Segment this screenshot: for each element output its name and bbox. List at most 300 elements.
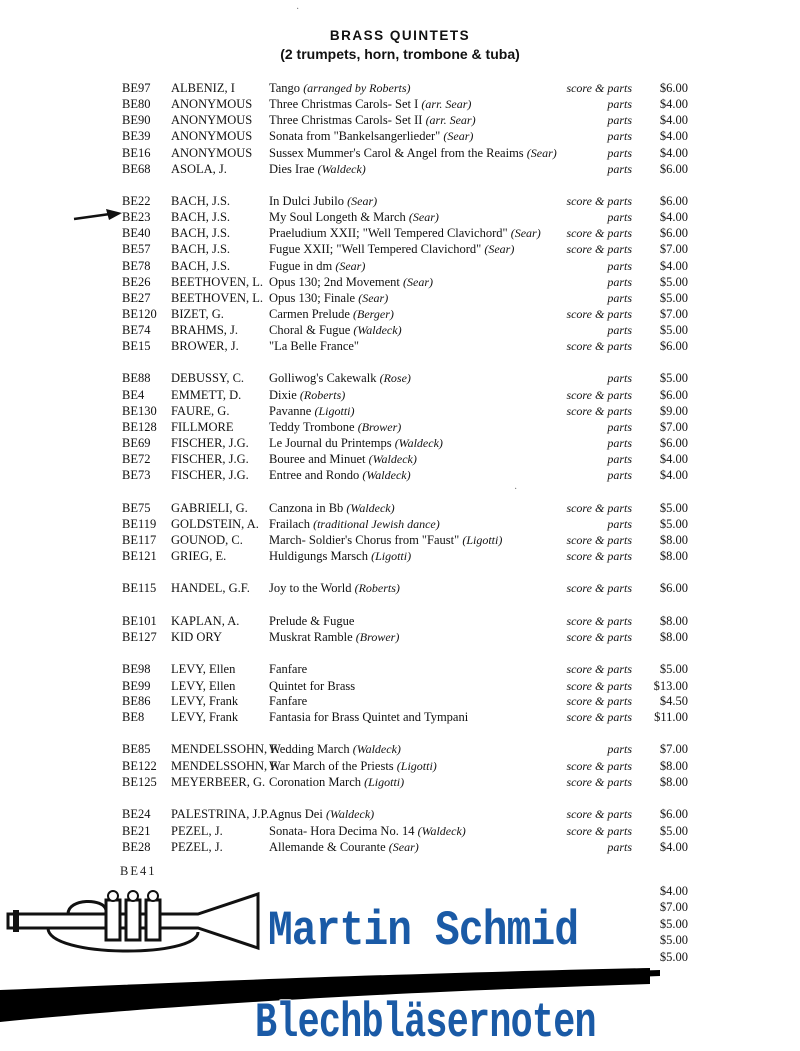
item-price: $6.00 (659, 226, 688, 240)
scan-speck: · (514, 484, 518, 495)
item-edition: score & parts (566, 501, 632, 515)
catalog-row (0, 613, 800, 629)
catalog-row (0, 451, 800, 467)
item-composer: DEBUSSY, C. (171, 371, 245, 385)
item-code: BE40 (122, 226, 151, 240)
item-code: BE122 (122, 759, 157, 773)
item-arranger: (Sear) (358, 291, 389, 305)
watermark-line1: Martin Schmid (268, 903, 579, 959)
item-composer: BIZET, G. (171, 307, 224, 321)
watermark-line2: Blechbläsernoten (255, 995, 596, 1051)
item-title-cell (269, 467, 411, 483)
catalog-row (0, 145, 800, 161)
item-title-cell (269, 548, 411, 564)
item-arranger: (Ligotti) (314, 404, 355, 418)
item-arranger: (Sear) (443, 129, 474, 143)
item-code: BE28 (122, 840, 151, 854)
item-title-cell (269, 112, 476, 128)
item-code: BE85 (122, 742, 151, 756)
item-title-cell (269, 419, 401, 435)
catalog-row (0, 500, 800, 516)
item-composer: ASOLA, J. (171, 162, 227, 176)
item-edition: parts (607, 146, 632, 160)
item-code: BE23 (122, 210, 151, 224)
item-composer: PEZEL, J. (171, 824, 223, 838)
item-price: $6.00 (659, 81, 688, 95)
item-title-cell (269, 500, 395, 516)
item-price: $4.00 (659, 210, 688, 224)
item-code: BE68 (122, 162, 151, 176)
item-edition: parts (607, 162, 632, 176)
item-composer: ANONYMOUS (171, 146, 253, 160)
item-title-cell (269, 839, 419, 855)
item-title-cell (269, 806, 374, 822)
item-arranger: (Roberts) (354, 581, 400, 595)
item-title-cell (269, 709, 468, 725)
item-edition: parts (607, 517, 632, 531)
item-composer: PALESTRINA, J.P. (171, 807, 270, 821)
catalog-row (0, 80, 800, 96)
item-composer: LEVY, Frank (171, 710, 239, 724)
catalog-row (0, 435, 800, 451)
catalog-row (0, 661, 800, 677)
item-arranger: (arr. Sear) (425, 113, 476, 127)
item-arranger: (Ligotti) (364, 775, 405, 789)
item-title: Golliwog's Cakewalk (269, 371, 377, 385)
item-arranger: (Waldeck) (417, 824, 466, 838)
item-price: $6.00 (659, 436, 688, 450)
item-code: BE75 (122, 501, 151, 515)
item-composer: GOLDSTEIN, A. (171, 517, 259, 531)
item-title: Prelude & Fugue (269, 614, 355, 628)
item-title: Three Christmas Carols- Set I (269, 97, 419, 111)
item-title: Dixie (269, 388, 297, 402)
item-price: $4.00 (659, 146, 688, 160)
item-price: $5.00 (659, 501, 688, 515)
item-price: $7.00 (659, 420, 688, 434)
item-composer: BROWER, J. (171, 339, 239, 353)
item-price: $4.00 (659, 113, 688, 127)
item-arranger: (arranged by Roberts) (303, 81, 411, 95)
item-code: BE121 (122, 549, 157, 563)
item-title-cell (269, 532, 502, 548)
item-edition: parts (607, 323, 632, 337)
item-edition: parts (607, 259, 632, 273)
item-title: Entree and Rondo (269, 468, 360, 482)
item-arranger: (Waldeck) (325, 807, 375, 821)
item-arranger: (Waldeck) (317, 162, 366, 176)
catalog-row (0, 678, 800, 694)
item-composer: BACH, J.S. (171, 242, 231, 256)
item-price: $5.00 (659, 517, 688, 531)
item-title-cell (269, 661, 307, 677)
item-arranger: (arr. Sear) (421, 97, 472, 111)
item-price: $8.00 (659, 759, 688, 773)
item-price: $8.00 (659, 775, 688, 789)
item-composer: ANONYMOUS (171, 97, 253, 111)
extra-price: $5.00 (659, 933, 688, 948)
item-edition: score & parts (566, 339, 632, 353)
item-code: BE15 (122, 339, 151, 353)
item-code: BE74 (122, 323, 151, 337)
item-code: BE99 (122, 679, 151, 693)
item-title-cell (269, 145, 557, 161)
item-edition: score & parts (566, 242, 632, 256)
catalog-row (0, 161, 800, 177)
item-arranger: (Waldeck) (394, 436, 443, 450)
item-arranger: (Berger) (353, 307, 394, 321)
catalog-row (0, 758, 800, 774)
item-code: BE130 (122, 404, 157, 418)
item-edition: score & parts (566, 81, 632, 95)
item-edition: score & parts (566, 775, 632, 789)
catalog-row (0, 387, 800, 403)
item-title: My Soul Longeth & March (269, 210, 406, 224)
item-composer: MENDELSSOHN, F. (171, 759, 280, 773)
item-composer: LEVY, Frank (171, 694, 239, 708)
item-edition: parts (607, 371, 632, 385)
item-edition: score & parts (566, 388, 632, 402)
catalog-row (0, 128, 800, 144)
item-title-cell (269, 516, 440, 532)
item-price: $13.00 (653, 679, 688, 693)
item-code: BE26 (122, 275, 151, 289)
item-title-cell (269, 693, 307, 709)
item-price: $5.00 (659, 371, 688, 385)
catalog-row (0, 112, 800, 128)
item-arranger: (Sear) (510, 226, 541, 240)
catalog-row (0, 96, 800, 112)
item-title-cell (269, 338, 359, 354)
item-code: BE101 (122, 614, 157, 628)
item-code: BE97 (122, 81, 151, 95)
item-edition: score & parts (566, 630, 632, 644)
item-price: $4.00 (659, 129, 688, 143)
catalog-row (0, 370, 800, 386)
item-edition: score & parts (566, 662, 632, 676)
item-arranger: (Waldeck) (346, 501, 395, 515)
item-arranger: (Sear) (335, 259, 366, 273)
item-edition: score & parts (566, 533, 632, 547)
catalog-row (0, 548, 800, 564)
item-composer: LEVY, Ellen (171, 679, 236, 693)
item-price: $4.00 (659, 259, 688, 273)
item-title: Fugue XXII; "Well Tempered Clavichord" (269, 242, 482, 256)
item-composer: FISCHER, J.G. (171, 436, 249, 450)
item-title: Sonata- Hora Decima No. 14 (269, 824, 415, 838)
scan-speck: · (296, 4, 300, 15)
item-arranger: (Sear) (408, 210, 439, 224)
item-edition: parts (607, 840, 632, 854)
item-composer: BACH, J.S. (171, 210, 231, 224)
item-price: $4.00 (659, 468, 688, 482)
item-title: Teddy Trombone (269, 420, 355, 434)
item-title-cell (269, 306, 394, 322)
item-composer: BACH, J.S. (171, 194, 231, 208)
item-arranger: (Ligotti) (371, 549, 412, 563)
catalog-row (0, 516, 800, 532)
item-code: BE27 (122, 291, 151, 305)
item-title-cell (269, 435, 443, 451)
item-composer: GOUNOD, C. (171, 533, 243, 547)
item-title-cell (269, 225, 541, 241)
item-title-cell (269, 258, 365, 274)
item-edition: score & parts (566, 549, 632, 563)
item-arranger: (Sear) (388, 840, 419, 854)
item-arranger: (Sear) (403, 275, 434, 289)
catalog-row (0, 709, 800, 725)
item-price: $5.00 (659, 291, 688, 305)
item-price: $7.00 (659, 242, 688, 256)
item-title-cell (269, 209, 439, 225)
item-title-cell (269, 290, 388, 306)
item-title-cell (269, 741, 401, 757)
item-code: BE4 (122, 388, 145, 402)
item-price: $8.00 (659, 630, 688, 644)
item-title: Dies Irae (269, 162, 315, 176)
item-title: Agnus Dei (269, 807, 323, 821)
extra-price: $7.00 (659, 900, 688, 915)
catalog-row (0, 419, 800, 435)
item-edition: parts (607, 275, 632, 289)
item-code: BE69 (122, 436, 151, 450)
item-edition: score & parts (566, 404, 632, 418)
item-title-cell (269, 161, 366, 177)
extra-price: $4.00 (659, 884, 688, 898)
item-code: BE72 (122, 452, 151, 466)
item-title: Three Christmas Carols- Set II (269, 113, 423, 127)
item-title: Fanfare (269, 662, 308, 676)
item-composer: GABRIELI, G. (171, 501, 248, 515)
item-title: In Dulci Jubilo (269, 194, 344, 208)
catalog-row (0, 693, 800, 709)
item-edition: parts (607, 468, 632, 482)
item-arranger: (Waldeck) (353, 323, 402, 337)
item-code: BE80 (122, 97, 151, 111)
item-arranger: (Brower) (357, 420, 402, 434)
item-composer: ANONYMOUS (171, 129, 253, 143)
item-composer: MENDELSSOHN, F. (171, 742, 280, 756)
item-code: BE98 (122, 662, 151, 676)
item-edition: parts (607, 452, 632, 466)
item-composer: BACH, J.S. (171, 226, 231, 240)
item-title: Canzona in Bb (269, 501, 344, 515)
item-title: Muskrat Ramble (269, 630, 353, 644)
item-edition: score & parts (566, 194, 632, 208)
item-title-cell (269, 629, 399, 645)
item-arranger: (Sear) (526, 146, 557, 160)
item-arranger: (Sear) (484, 242, 515, 256)
item-title-cell (269, 678, 355, 694)
catalog-row (0, 580, 800, 596)
item-arranger: (Sear) (347, 194, 378, 208)
item-price: $8.00 (659, 533, 688, 547)
catalog-row (0, 741, 800, 757)
item-title: Joy to the World (269, 581, 352, 595)
item-arranger: (Waldeck) (352, 742, 401, 756)
item-code: BE127 (122, 630, 157, 644)
item-title-cell (269, 241, 514, 257)
item-composer: MEYERBEER, G. (171, 775, 266, 789)
item-edition: score & parts (566, 694, 632, 708)
item-composer: ALBENIZ, I (171, 81, 235, 95)
item-code: BE78 (122, 259, 151, 273)
catalog-row (0, 322, 800, 338)
item-composer: FISCHER, J.G. (171, 452, 249, 466)
item-composer: LEVY, Ellen (171, 662, 236, 676)
item-price: $4.00 (659, 97, 688, 111)
catalog-row (0, 338, 800, 354)
item-composer: ANONYMOUS (171, 113, 253, 127)
item-composer: FILLMORE (171, 420, 234, 434)
item-price: $8.00 (659, 549, 688, 563)
catalog-row (0, 258, 800, 274)
item-title: Frailach (269, 517, 310, 531)
item-code: BE86 (122, 694, 151, 708)
item-title: Opus 130; 2nd Movement (269, 275, 400, 289)
item-title: Sonata from "Bankelsangerlieder" (269, 129, 441, 143)
catalog-row (0, 629, 800, 645)
catalog-row (0, 403, 800, 419)
item-code: BE21 (122, 824, 151, 838)
catalog-row (0, 823, 800, 839)
item-arranger: (Waldeck) (368, 452, 417, 466)
item-edition: parts (607, 129, 632, 143)
item-edition: parts (607, 742, 632, 756)
catalog-row (0, 306, 800, 322)
item-edition: score & parts (566, 824, 632, 838)
catalog-row (0, 290, 800, 306)
cut-off-row-text: BE41 (120, 864, 157, 878)
item-arranger: (traditional Jewish dance) (313, 517, 440, 531)
item-edition: parts (607, 210, 632, 224)
item-price: $5.00 (659, 323, 688, 337)
item-code: BE57 (122, 242, 151, 256)
item-edition: score & parts (566, 759, 632, 773)
item-edition: score & parts (566, 614, 632, 628)
catalog-row (0, 225, 800, 241)
item-title-cell (269, 387, 345, 403)
extra-price: $5.00 (659, 916, 688, 931)
extra-price: $5.00 (659, 949, 688, 964)
catalog-row (0, 467, 800, 483)
item-price: $6.00 (659, 581, 688, 595)
item-title-cell (269, 580, 400, 596)
item-composer: BEETHOVEN, L. (171, 291, 263, 305)
item-title-cell (269, 403, 355, 419)
item-title: "La Belle France" (269, 339, 360, 353)
item-code: BE73 (122, 468, 151, 482)
item-title: Huldigungs Marsch (269, 549, 368, 563)
item-arranger: (Ligotti) (462, 533, 503, 547)
catalog-row (0, 774, 800, 790)
item-arranger: (Rose) (379, 371, 411, 385)
item-title-cell (269, 613, 354, 629)
item-title: Fugue in dm (269, 259, 333, 273)
item-price: $4.00 (659, 452, 688, 466)
item-edition: score & parts (566, 226, 632, 240)
item-title: Fantasia for Brass Quintet and Tympani (269, 710, 469, 724)
item-title: Le Journal du Printemps (269, 436, 392, 450)
item-title: Allemande & Courante (269, 840, 386, 854)
item-title: Carmen Prelude (269, 307, 350, 321)
item-code: BE22 (122, 194, 151, 208)
item-arranger: (Waldeck) (362, 468, 411, 482)
item-title: War March of the Priests (269, 759, 394, 773)
item-edition: parts (607, 113, 632, 127)
item-price: $6.00 (659, 162, 688, 176)
item-composer: FISCHER, J.G. (171, 468, 249, 482)
item-title: Pavanne (269, 404, 312, 418)
item-code: BE16 (122, 146, 151, 160)
item-title: Fanfare (269, 694, 308, 708)
item-price: $9.00 (659, 404, 688, 418)
item-edition: parts (607, 436, 632, 450)
item-edition: parts (607, 97, 632, 111)
item-code: BE24 (122, 807, 151, 821)
item-price: $4.50 (659, 694, 688, 708)
item-composer: EMMETT, D. (171, 388, 242, 402)
item-composer: GRIEG, E. (171, 549, 227, 563)
item-composer: KID ORY (171, 630, 223, 644)
item-code: BE119 (122, 517, 157, 531)
item-title-cell (269, 322, 402, 338)
catalog-row (0, 806, 800, 822)
item-edition: parts (607, 291, 632, 305)
item-title: Praeludium XXII; "Well Tempered Clavichord" (269, 226, 508, 240)
item-edition: score & parts (566, 679, 632, 693)
item-code: BE8 (122, 710, 145, 724)
item-title-cell (269, 193, 377, 209)
item-edition: score & parts (566, 581, 632, 595)
item-title: Wedding March (269, 742, 350, 756)
item-arranger: (Roberts) (299, 388, 346, 402)
item-edition: parts (607, 420, 632, 434)
item-title: March- Soldier's Chorus from "Faust" (269, 533, 460, 547)
item-price: $7.00 (659, 742, 688, 756)
item-title-cell (269, 128, 473, 144)
item-arranger: (Brower) (355, 630, 400, 644)
catalog-row (0, 532, 800, 548)
item-price: $6.00 (659, 339, 688, 353)
item-title: Coronation March (269, 775, 361, 789)
item-price: $5.00 (659, 662, 688, 676)
item-code: BE39 (122, 129, 151, 143)
item-code: BE88 (122, 371, 151, 385)
item-title-cell (269, 370, 411, 386)
item-title-cell (269, 823, 466, 839)
item-composer: BRAHMS, J. (171, 323, 239, 337)
item-arranger: (Ligotti) (396, 759, 437, 773)
page-subtitle: (2 trumpets, horn, trombone & tuba) (280, 46, 520, 62)
item-title-cell (269, 774, 404, 790)
item-code: BE90 (122, 113, 151, 127)
item-composer: BEETHOVEN, L. (171, 275, 263, 289)
page-title: BRASS QUINTETS (329, 28, 471, 43)
item-title: Sussex Mummer's Carol & Angel from the Reaims (269, 146, 524, 160)
item-price: $8.00 (659, 614, 688, 628)
item-price: $7.00 (659, 307, 688, 321)
item-title: Opus 130; Finale (269, 291, 356, 305)
item-code: BE125 (122, 775, 157, 789)
catalog-row (0, 193, 800, 209)
item-title: Bouree and Minuet (269, 452, 366, 466)
item-code: BE128 (122, 420, 157, 434)
item-edition: score & parts (566, 807, 632, 821)
catalog-row (0, 274, 800, 290)
item-composer: FAURE, G. (171, 404, 230, 418)
item-title: Choral & Fugue (269, 323, 351, 337)
